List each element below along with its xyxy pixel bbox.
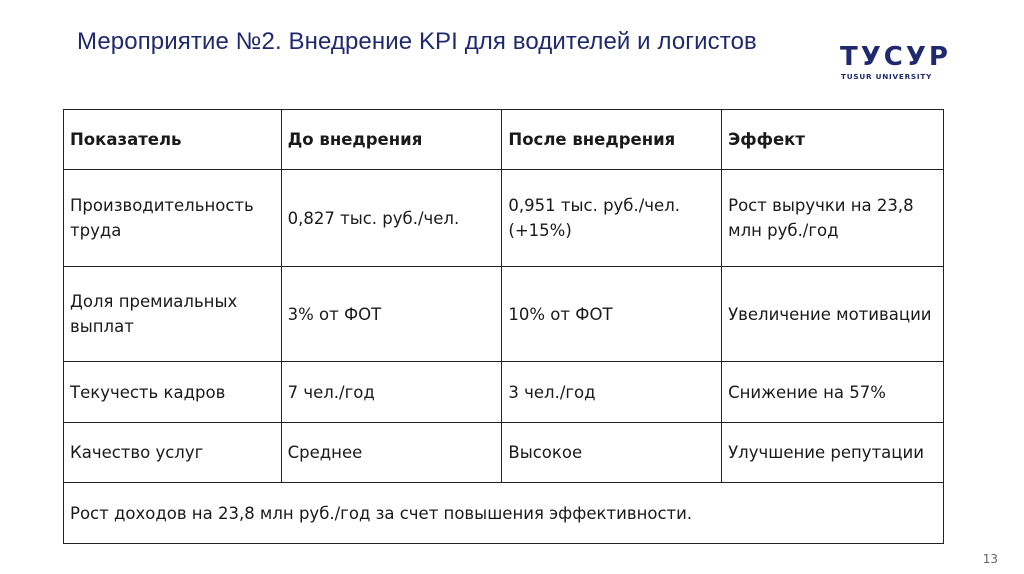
table-footer-row [64,483,944,544]
header-cell: Показатель [64,110,282,170]
table-cell: 0,827 тыс. руб./чел. [281,170,502,267]
table-cell: Увеличение мотивации [722,267,944,362]
table-cell: Доля премиальных выплат [64,267,282,362]
table-cell: 0,951 тыс. руб./чел. (+15%) [502,170,722,267]
table-cell: 3% от ФОТ [281,267,502,362]
table-footer-cell: Рост доходов на 23,8 млн руб./год за счет повышения эффективности. [64,483,944,544]
slide-title: Мероприятие №2. Внедрение KPI для водителей и логистов [77,28,757,55]
table-cell: Качество услуг [64,423,282,483]
logo-main-text: ТУСУР [840,42,951,72]
logo-sub-text: TUSUR UNIVERSITY [841,72,933,81]
table-row [64,267,944,362]
table-cell: Текучесть кадров [64,362,282,423]
header-cell: До внедрения [281,110,502,170]
tusur-logo [840,44,958,84]
table-row [64,170,944,267]
table-row [64,362,944,423]
kpi-table [63,109,944,544]
table-cell: Среднее [281,423,502,483]
header-cell: Эффект [722,110,944,170]
table-cell: 3 чел./год [502,362,722,423]
table-cell: 10% от ФОТ [502,267,722,362]
header-cell: После внедрения [502,110,722,170]
table-cell: Производительность труда [64,170,282,267]
table-cell: Снижение на 57% [722,362,944,423]
table-row [64,423,944,483]
page-number: 13 [982,552,998,566]
table-cell: 7 чел./год [281,362,502,423]
table-cell: Высокое [502,423,722,483]
table-header-row [64,110,944,170]
table-cell: Рост выручки на 23,8 млн руб./год [722,170,944,267]
table-cell: Улучшение репутации [722,423,944,483]
